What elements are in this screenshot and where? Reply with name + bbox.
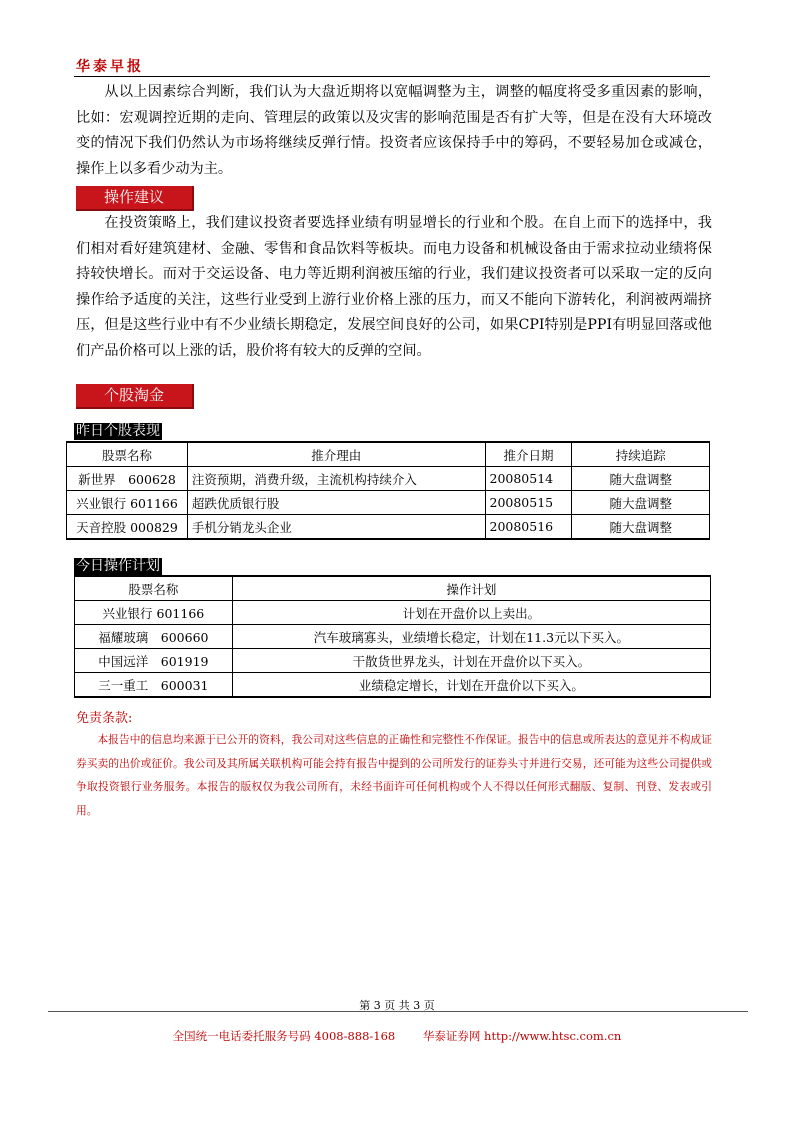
stock-cell: 新世界 600628	[67, 467, 188, 491]
section-ops-heading: 操作建议	[76, 186, 194, 211]
table-row	[67, 515, 710, 540]
table-row	[67, 491, 710, 515]
col-header-stock: 股票名称	[67, 442, 188, 467]
tracking-cell: 随大盘调整	[572, 467, 710, 491]
table-row	[75, 673, 711, 698]
stock-cell: 天音控股 000829	[67, 515, 188, 540]
date-cell: 20080515	[485, 491, 572, 515]
col-header-stock: 股票名称	[75, 576, 233, 601]
stock-cell: 三一重工 600031	[75, 673, 233, 698]
plan-cell: 计划在开盘价以上卖出。	[232, 601, 710, 625]
reason-cell: 注资预期，消费升级，主流机构持续介入	[187, 467, 485, 491]
tracking-cell: 随大盘调整	[572, 491, 710, 515]
footer-rule	[48, 1011, 748, 1012]
footer-contact	[0, 1028, 794, 1044]
disclaimer-body: 本报告中的信息均来源于已公开的资料，我公司对这些信息的正确性和完整性不作保证。报告中的信息或所表达的意见并不构成证券买卖的出价或征价。我公司及其所属关联机构可能会持有报告中提到的公司所发行的证券头寸并进行交易，还可能为这些公司提供或争取投资银行业务服务。本报告的版权仅为我公司所有，未经书面许可任何机构或个人不得以任何形式翻版、复制、刊登、发表或引用。	[76, 733, 712, 817]
intro-paragraph: 从以上因素综合判断，我们认为大盘近期将以宽幅调整为主，调整的幅度将受多重因素的影响，比如：宏观调控近期的走向、管理层的政策以及灾害的影响范围是否有扩大等，但是在没有大环境改变的情况下我们仍然认为市场将继续反弹行情。投资者应该保持手中的筹码，不要轻易加仓或减仓，操作上以多看少动为主。	[76, 84, 712, 177]
plan-cell: 业绩稳定增长，计划在开盘价以下买入。	[232, 673, 710, 698]
ops-paragraph: 在投资策略上，我们建议投资者要选择业绩有明显增长的行业和个股。在自上而下的选择中，我们相对看好建筑建材、金融、零售和食品饮料等板块。而电力设备和机械设备由于需求拉动业绩将保持较快增长。而对于交运设备、电力等近期利润被压缩的行业，我们建议投资者可以采取一定的反向操作给予适度的关注，这些行业受到上游行业价格上涨的压力，而又不能向下游转化，利润被两端挤压，但是这些行业中有不少业绩长期稳定，发展空间良好的公司，如果CPI特别是PPI有明显回落或他们产品价格可以上涨的话，股价将有较大的反弹的空间。	[76, 215, 712, 359]
table-header-row	[67, 442, 710, 467]
col-header-plan: 操作计划	[232, 576, 710, 601]
stock-cell: 兴业银行 601166	[75, 601, 233, 625]
plan-cell: 干散货世界龙头，计划在开盘价以下买入。	[232, 649, 710, 673]
yesterday-table	[66, 441, 710, 540]
col-header-reason: 推介理由	[187, 442, 485, 467]
table-row	[67, 467, 710, 491]
date-cell: 20080516	[485, 515, 572, 540]
table-row	[75, 649, 711, 673]
disclaimer-title: 免责条款:	[76, 711, 133, 726]
col-header-date: 推介日期	[485, 442, 572, 467]
date-cell: 20080514	[485, 467, 572, 491]
stock-cell: 中国远洋 601919	[75, 649, 233, 673]
stock-cell: 兴业银行 601166	[67, 491, 188, 515]
table-row	[75, 601, 711, 625]
header-rule	[74, 76, 710, 77]
plan-cell: 汽车玻璃寡头，业绩增长稳定，计划在11.3元以下买入。	[232, 625, 710, 649]
tracking-cell: 随大盘调整	[572, 515, 710, 540]
reason-cell: 超跌优质银行股	[187, 491, 485, 515]
today-table-label: 今日操作计划	[76, 558, 160, 574]
stock-cell: 福耀玻璃 600660	[75, 625, 233, 649]
today-plan-table	[74, 575, 711, 698]
yesterday-table-label: 昨日个股表现	[76, 423, 160, 439]
table-row	[75, 625, 711, 649]
page-number: 第 3 页 共 3 页	[359, 999, 435, 1012]
section-stocks-heading: 个股淘金	[76, 384, 194, 409]
table-header-row	[75, 576, 711, 601]
footer-website-link[interactable]: 华泰证券网 http://www.htsc.com.cn	[422, 1029, 622, 1043]
report-title: 华泰早报	[76, 59, 144, 75]
reason-cell: 手机分销龙头企业	[187, 515, 485, 540]
footer-hotline: 全国统一电话委托服务号码 4008-888-168	[172, 1029, 396, 1043]
col-header-tracking: 持续追踪	[572, 442, 710, 467]
